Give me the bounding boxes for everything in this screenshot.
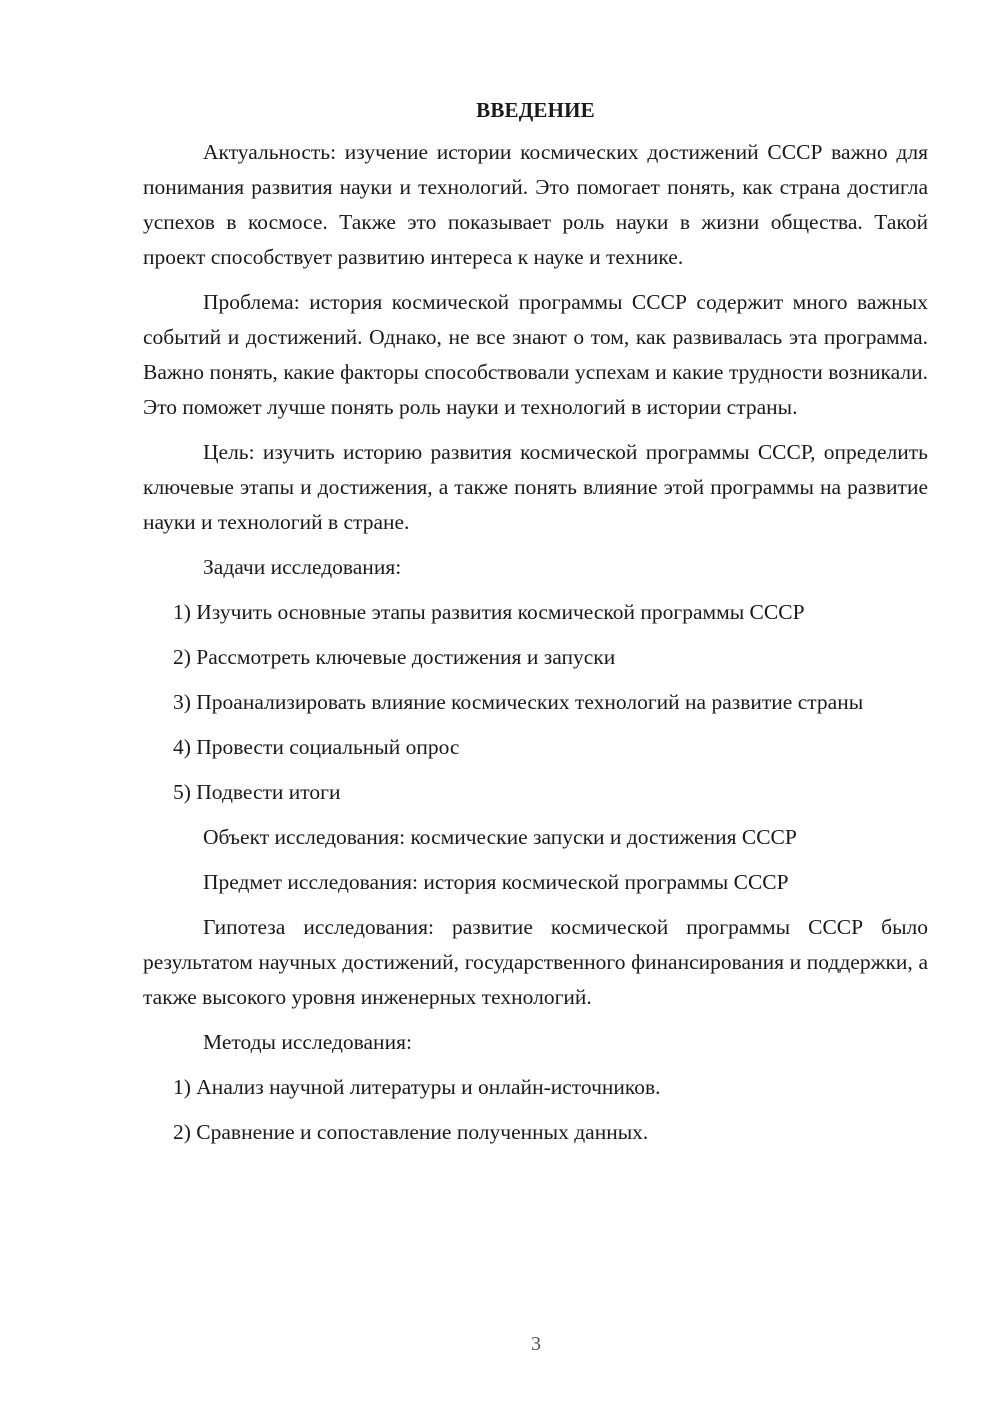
paragraph-hypothesis: Гипотеза исследования: развитие космической программы СССР было результатом научных достижений, государственного финансирования и поддержки, а также высокого уровня инженерных технологий.: [143, 915, 928, 1009]
research-object: Объект исследования: космические запуски и достижения СССР: [203, 825, 797, 849]
tasks-heading: Задачи исследования:: [203, 555, 402, 579]
task-item-1: 1) Изучить основные этапы развития космической программы СССР: [173, 600, 805, 624]
method-item-2: 2) Сравнение и сопоставление полученных данных.: [173, 1120, 649, 1144]
research-subject: Предмет исследования: история космической программы СССР: [203, 870, 789, 894]
task-item-5: 5) Подвести итоги: [173, 780, 341, 804]
paragraph-relevance: Актуальность: изучение истории космических достижений СССР важно для понимания развития науки и технологий. Это помогает понять, как страна достигла успехов в космосе. Также это показывает роль науки в жизни общества. Такой проект способствует развитию интереса к науке и технике.: [143, 140, 928, 269]
page-title: ВВЕДЕНИЕ: [476, 98, 595, 122]
page-number: 3: [531, 1333, 541, 1355]
method-item-1: 1) Анализ научной литературы и онлайн-источников.: [173, 1075, 661, 1099]
methods-heading: Методы исследования:: [203, 1030, 412, 1054]
task-item-4: 4) Провести социальный опрос: [173, 735, 460, 759]
task-item-2: 2) Рассмотреть ключевые достижения и запуски: [173, 645, 616, 669]
paragraph-goal: Цель: изучить историю развития космической программы СССР, определить ключевые этапы и достижения, а также понять влияние этой программы на развитие науки и технологий в стране.: [143, 440, 928, 534]
task-item-3: 3) Проанализировать влияние космических технологий на развитие страны: [173, 690, 864, 714]
paragraph-problem: Проблема: история космической программы СССР содержит много важных событий и достижений. Однако, не все знают о том, как развивалась эта программа. Важно понять, какие факторы способствовали успехам и какие трудности возникали. Это поможет лучше понять роль науки и технологий в истории страны.: [143, 290, 928, 419]
document-page: [143, 95, 928, 1160]
